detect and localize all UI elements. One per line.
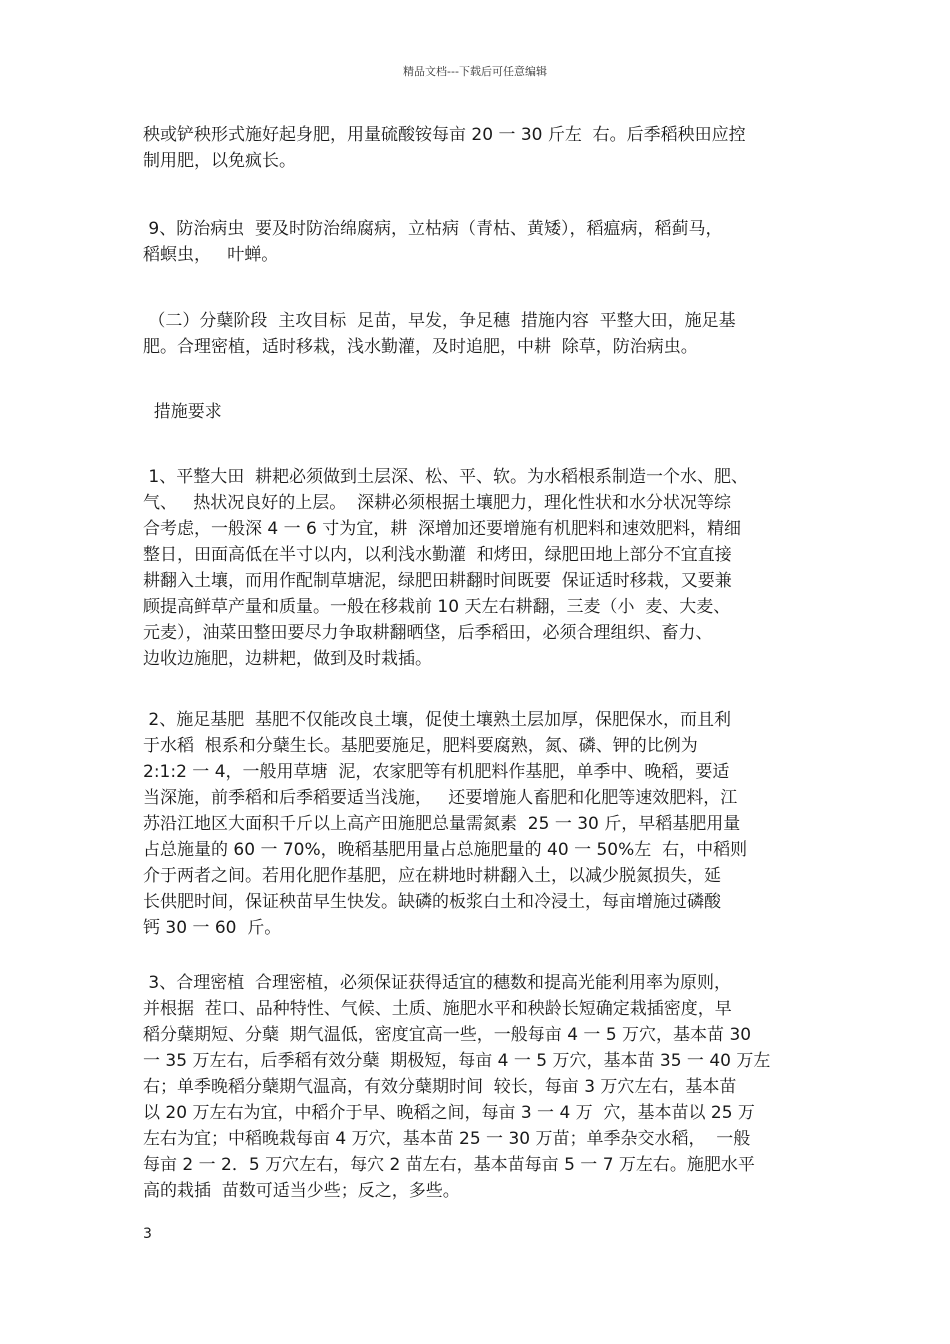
paragraph xyxy=(143,707,823,941)
text-line: 稻分蘖期短、分蘖 期气温低，密度宜高一些，一般每亩 4 一 5 万穴，基本苗 30 xyxy=(143,1025,752,1045)
text-line: 气、 热状况良好的上层。 深耕必须根据土壤肥力，理化性状和水分状况等综 xyxy=(143,493,732,513)
text-line: 1、平整大田 耕耙必须做到土层深、松、平、软。为水稻根系制造一个水、肥、 xyxy=(143,467,749,487)
paragraph xyxy=(143,970,823,1204)
page-number: 3 xyxy=(143,1226,152,1242)
text-line: 一 35 万左右，后季稻有效分蘖 期极短，每亩 4 一 5 万穴，基本苗 35 一 40 万左 xyxy=(143,1051,771,1071)
page-header: 精品文档---下载后可任意编辑 xyxy=(403,65,547,78)
text-line: 右；单季晚稻分蘖期气温高，有效分蘖期时间 较长，每亩 3 万穴左右，基本苗 xyxy=(143,1077,737,1097)
text-line: 顾提高鲜草产量和质量。一般在移栽前 10 天左右耕翻，三麦（小 麦、大麦、 xyxy=(143,597,731,617)
text-line: 边收边施肥，边耕耙，做到及时栽插。 xyxy=(143,649,432,669)
text-line: 苏沿江地区大面积千斤以上高产田施肥总量需氮素 25 一 30 斤，早稻基肥用量 xyxy=(143,814,741,834)
text-line: 稻螟虫， 叶蝉。 xyxy=(143,245,279,265)
paragraph-heading xyxy=(143,399,823,425)
text-line: 措施要求 xyxy=(143,402,222,422)
text-line: 当深施，前季稻和后季稻要适当浅施， 还要增施人畜肥和化肥等速效肥料，江 xyxy=(143,788,738,808)
paragraph xyxy=(143,464,823,672)
text-line: 于水稻 根系和分蘖生长。基肥要施足，肥料要腐熟，氮、磷、钾的比例为 xyxy=(143,736,698,756)
text-line: 占总施量的 60 一 70%，晚稻基肥用量占总施肥量的 40 一 50%左 右，中稻则 xyxy=(143,840,748,860)
text-line: （二）分蘖阶段 主攻目标 足苗，早发，争足穗 措施内容 平整大田，施足基 xyxy=(143,311,736,331)
text-line: 合考虑，一般深 4 一 6 寸为宜，耕 深增加还要增施有机肥料和速效肥料，精细 xyxy=(143,519,742,539)
text-line: 元麦），油菜田整田要尽力争取耕翻晒垡，后季稻田，必须合理组织、畜力、 xyxy=(143,623,713,643)
text-line: 肥。合理密植，适时移栽，浅水勤灌，及时追肥，中耕 除草，防治病虫。 xyxy=(143,337,698,357)
text-line: 高的栽插 苗数可适当少些；反之，多些。 xyxy=(143,1181,460,1201)
paragraph xyxy=(143,216,823,268)
text-line: 并根据 茬口、品种特性、气候、土质、施肥水平和秧龄长短确定栽插密度，早 xyxy=(143,999,732,1019)
paragraph xyxy=(143,308,823,360)
paragraph xyxy=(143,122,823,174)
text-line: 整日，田面高低在半寸以内，以利浅水勤灌 和烤田，绿肥田地上部分不宜直接 xyxy=(143,545,732,565)
text-line: 每亩 2 一 2．5 万穴左右，每穴 2 苗左右，基本苗每亩 5 一 7 万左右。施肥水平 xyxy=(143,1155,755,1175)
text-line: 钙 30 一 60 斤。 xyxy=(143,918,282,938)
text-line: 耕翻入土壤，而用作配制草塘泥，绿肥田耕翻时间既要 保证适时移栽，又要兼 xyxy=(143,571,732,591)
text-line: 3、合理密植 合理密植，必须保证获得适宜的穗数和提高光能利用率为原则， xyxy=(143,973,732,993)
text-line: 左右为宜；中稻晚栽每亩 4 万穴，基本苗 25 一 30 万苗；单季杂交水稻， 一般 xyxy=(143,1129,751,1149)
text-line: 以 20 万左右为宜，中稻介于早、晚稻之间，每亩 3 一 4 万 穴，基本苗以 25 万 xyxy=(143,1103,755,1123)
text-line: 秧或铲秧形式施好起身肥，用量硫酸铵每亩 20 一 30 斤左 右。后季稻秧田应控 xyxy=(143,125,746,145)
text-line: 9、防治病虫 要及时防治绵腐病，立枯病（青枯、黄矮），稻瘟病，稻蓟马， xyxy=(143,219,723,239)
text-line: 2:1:2 一 4，一般用草塘 泥，农家肥等有机肥料作基肥，单季中、晚稻，要适 xyxy=(143,762,730,782)
text-line: 长供肥时间，保证秧苗早生快发。缺磷的板浆白土和冷浸土，每亩增施过磷酸 xyxy=(143,892,721,912)
text-line: 介于两者之间。若用化肥作基肥，应在耕地时耕翻入土，以减少脱氮损失，延 xyxy=(143,866,721,886)
text-line: 制用肥，以免疯长。 xyxy=(143,151,296,171)
text-line: 2、施足基肥 基肥不仅能改良土壤，促使土壤熟土层加厚，保肥保水，而且利 xyxy=(143,710,732,730)
